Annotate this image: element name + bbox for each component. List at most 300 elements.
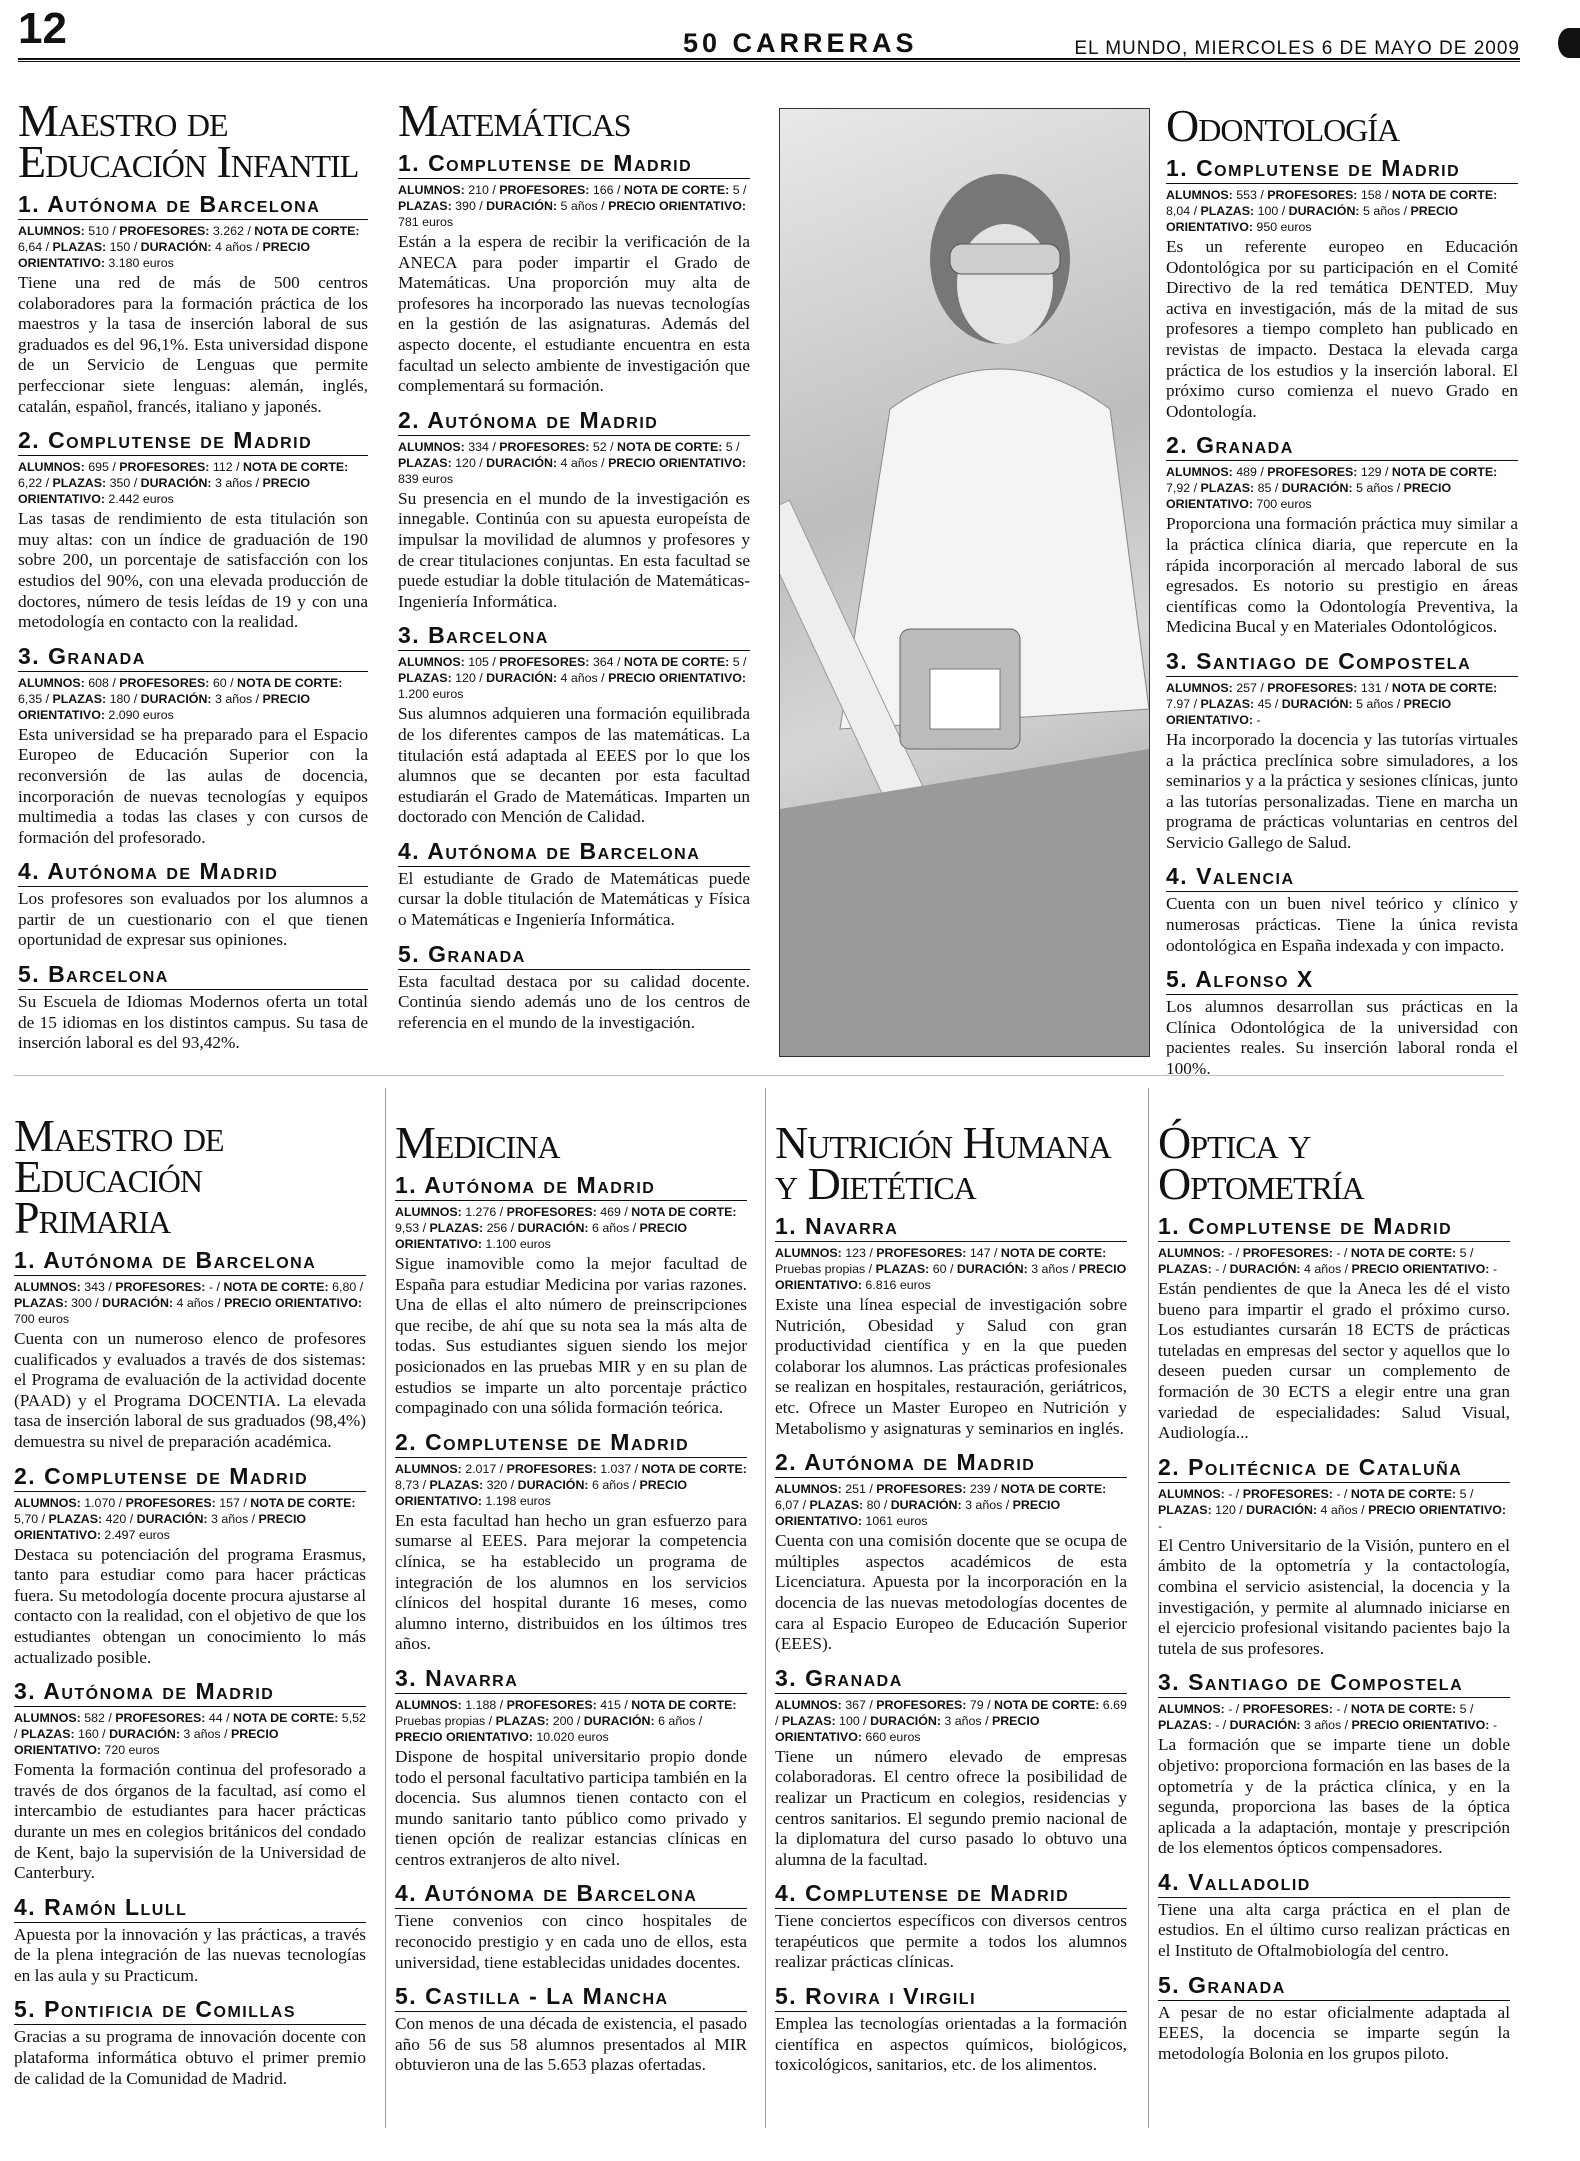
- university-stats: ALUMNOS: 105 / PROFESORES: 364 / NOTA DE CORTE: 5 / PLAZAS: 120 / DURACIÓN: 4 años / PRECIO ORIENTATIVO: 1.200 euros: [398, 655, 747, 702]
- career-block: [18, 95, 368, 1063]
- stat-value-precio: 839 euros: [398, 471, 454, 486]
- stat-value-plazas: 350: [109, 476, 131, 491]
- stat-label-precio: PRECIO ORIENTATIVO:: [395, 1729, 533, 1744]
- stat-label-duracion: DURACIÓN:: [890, 1498, 962, 1513]
- stat-value-precio: 720 euros: [104, 1743, 160, 1758]
- stat-value-nota: 5: [1459, 1702, 1467, 1717]
- university-stats: ALUMNOS: 251 / PROFESORES: 239 / NOTA DE CORTE: 6,07 / PLAZAS: 80 / DURACIÓN: 3 años / PRECIO ORIENTATIVO: 1061 euros: [775, 1482, 1107, 1529]
- stat-label-alumnos: ALUMNOS:: [1166, 188, 1233, 202]
- stat-value-profesores: 44: [208, 1711, 223, 1726]
- university-rank: 3. Autónoma de Madrid: [14, 1677, 366, 1707]
- stat-value-alumnos: 695: [88, 460, 109, 475]
- university-description: Tiene un número elevado de empresas colaboradoras. El centro ofrece la posibilidad de realizar un Practicum en colegios, residencias y centros sanitarios. El segundo premio nacional de la diplomatura del curso pasado lo obtuvo una alumna de la facultad.: [775, 1746, 1127, 1869]
- stat-label-precio: PRECIO ORIENTATIVO:: [1351, 1262, 1490, 1276]
- university-stats: ALUMNOS: 2.017 / PROFESORES: 1.037 / NOTA DE CORTE: 8,73 / PLAZAS: 320 / DURACIÓN: 6 años / PRECIO ORIENTATIVO: 1.198 euros: [395, 1461, 747, 1508]
- stat-value-precio: 781 euros: [398, 215, 454, 229]
- stat-label-duracion: DURACIÓN:: [136, 1511, 208, 1526]
- stat-value-precio: 1061 euros: [865, 1514, 928, 1529]
- university-entry: [1166, 431, 1518, 638]
- university-description: Cuenta con un numeroso elenco de profesores cualificados y evaluados a través de dos sistemas: el Programa de evaluación de la actividad docente (PAAD) y el Programa DOCENTIA. La elevada tasa de inserción laboral de sus graduados (98,4%) demuestra su nivel de preparación académica.: [14, 1329, 366, 1451]
- stat-value-profesores: -: [1336, 1702, 1341, 1717]
- stat-value-plazas: 390: [455, 199, 476, 213]
- stat-label-duracion: DURACIÓN:: [517, 1477, 589, 1492]
- university-stats: ALUMNOS: 1.276 / PROFESORES: 469 / NOTA DE CORTE: 9,53 / PLAZAS: 256 / DURACIÓN: 6 años / PRECIO ORIENTATIVO: 1.100 euros: [395, 1205, 737, 1251]
- stat-value-alumnos: 489: [1236, 465, 1257, 480]
- stat-value-duracion: 6 años: [591, 1477, 630, 1492]
- stat-value-nota: 5: [725, 439, 733, 454]
- university-entry: [395, 1428, 747, 1655]
- stat-value-profesores: 469: [600, 1205, 621, 1219]
- stat-value-plazas: 300: [71, 1296, 92, 1310]
- career-block: [775, 1117, 1127, 2085]
- university-description: Los profesores son evaluados por los alumnos a partir de un cuestionario con el que tienen oportunidad de expresar sus opiniones.: [18, 889, 368, 950]
- university-stats: ALUMNOS: 510 / PROFESORES: 3.262 / NOTA DE CORTE: 6,64 / PLAZAS: 150 / DURACIÓN: 4 años / PRECIO ORIENTATIVO: 3.180 euros: [18, 224, 360, 270]
- stat-label-nota: NOTA DE CORTE:: [1391, 680, 1498, 695]
- stat-value-nota: 5: [1459, 1486, 1467, 1501]
- stat-value-profesores: 415: [600, 1697, 621, 1712]
- university-rank: 1. Complutense de Madrid: [1158, 1212, 1510, 1242]
- stat-value-profesores: 157: [219, 1495, 240, 1510]
- stat-value-plazas: 100: [1257, 204, 1279, 218]
- stat-label-nota: NOTA DE CORTE:: [1391, 188, 1498, 202]
- stat-label-precio: PRECIO ORIENTATIVO:: [395, 1477, 688, 1508]
- stat-label-precio: PRECIO ORIENTATIVO:: [608, 671, 746, 686]
- stat-value-duracion: 5 años: [1356, 696, 1394, 711]
- university-rank: 4. Valladolid: [1158, 1868, 1510, 1898]
- university-description: Existe una línea especial de investigación sobre Nutrición, Obesidad y Salud con gran productividad científica y en la que pueden colaborar los alumnos. Las prácticas profesionales se realizan en hospitales, restauración, geriátricos, etc. Ofrece un Master Europeo en Nutrición y Metabolismo y asignaturas y seminarios en inglés.: [775, 1295, 1127, 1438]
- stat-value-precio: 1.100 euros: [485, 1237, 551, 1251]
- university-stats: ALUMNOS: 1.070 / PROFESORES: 157 / NOTA DE CORTE: 5,70 / PLAZAS: 420 / DURACIÓN: 3 años / PRECIO ORIENTATIVO: 2.497 euros: [14, 1495, 356, 1542]
- stat-label-nota: NOTA DE CORTE:: [242, 460, 349, 475]
- career-title: Odontología: [1166, 100, 1400, 151]
- column-rule: [1148, 1088, 1149, 2128]
- stat-label-profesores: PROFESORES:: [499, 439, 590, 454]
- university-entry: [775, 1982, 1127, 2076]
- stat-label-precio: PRECIO ORIENTATIVO:: [775, 1713, 1040, 1744]
- stat-value-plazas: 120: [1215, 1502, 1236, 1517]
- stat-value-duracion: 3 años: [210, 1511, 249, 1526]
- stat-value-profesores: 147: [969, 1246, 991, 1260]
- career-block: [398, 95, 750, 1042]
- stat-value-plazas: 120: [455, 671, 476, 686]
- stat-value-duracion: 3 años: [965, 1498, 1003, 1513]
- stat-label-precio: PRECIO ORIENTATIVO:: [775, 1262, 1127, 1292]
- career-title: Maestro de Educación Primaria: [14, 1110, 224, 1243]
- stat-label-profesores: PROFESORES:: [1267, 680, 1358, 695]
- university-entry: [775, 1664, 1127, 1871]
- stat-label-alumnos: ALUMNOS:: [775, 1246, 842, 1260]
- stat-value-nota: Pruebas propias: [395, 1713, 486, 1728]
- stat-value-duracion: 4 años: [560, 455, 598, 470]
- university-entry: [395, 1664, 747, 1871]
- stat-label-profesores: PROFESORES:: [1242, 1702, 1333, 1717]
- university-rank: 3. Barcelona: [398, 621, 750, 651]
- stat-label-nota: NOTA DE CORTE:: [994, 1697, 1100, 1712]
- stat-label-alumnos: ALUMNOS:: [398, 183, 465, 197]
- stat-label-alumnos: ALUMNOS:: [1158, 1246, 1225, 1260]
- stat-label-duracion: DURACIÓN:: [486, 199, 558, 213]
- university-entry: [14, 1995, 366, 2089]
- university-description: Cuenta con una comisión docente que se ocupa de múltiples aspectos académicos de esta Licenciatura. Apuesta por la incorporación en la docencia de las nuevas metodologías docentes de cara al Espacio Europeo de Educación Superior (EEES).: [775, 1531, 1127, 1654]
- stat-label-precio: PRECIO ORIENTATIVO:: [1166, 696, 1452, 727]
- stat-value-nota: 8,04: [1166, 204, 1191, 218]
- university-entry: [398, 149, 750, 397]
- university-rank: 2. Complutense de Madrid: [18, 426, 368, 456]
- university-rank: 1. Complutense de Madrid: [1166, 154, 1518, 184]
- stat-label-plazas: PLAZAS:: [1158, 1262, 1212, 1276]
- stat-value-precio: 6.816 euros: [865, 1278, 931, 1292]
- university-rank: 2. Complutense de Madrid: [395, 1428, 747, 1458]
- university-rank: 3. Santiago de Compostela: [1158, 1668, 1510, 1698]
- university-description: El estudiante de Grado de Matemáticas puede cursar la doble titulación de Matemáticas y Física o Matemáticas e Ingeniería Informática.: [398, 868, 750, 930]
- university-entry: [14, 1893, 366, 1987]
- stat-value-alumnos: 608: [88, 675, 109, 690]
- university-entry: [18, 190, 368, 417]
- university-stats: ALUMNOS: 123 / PROFESORES: 147 / NOTA DE CORTE: Pruebas propias / PLAZAS: 60 / DURACIÓN: 3 años / PRECIO ORIENTATIVO: 6.816 euros: [775, 1246, 1127, 1292]
- stat-label-nota: NOTA DE CORTE:: [623, 183, 730, 197]
- stat-value-alumnos: 582: [84, 1711, 105, 1726]
- stat-value-alumnos: 251: [845, 1482, 866, 1497]
- stat-label-duracion: DURACIÓN:: [140, 476, 212, 491]
- career-block: [14, 1110, 366, 2098]
- university-entry: [14, 1246, 366, 1453]
- stat-label-precio: PRECIO ORIENTATIVO:: [18, 691, 311, 722]
- university-entry: [398, 621, 750, 828]
- university-entry: [18, 960, 368, 1054]
- university-description: Es un referente europeo en Educación Odontológica por su participación en el Comité Directivo de la red temática DENTED. Muy activa en investigación, más de la mitad de sus profesores a tiempo completo han publicado en revistas de impacto. Destaca la elevada carga práctica de los estudios y la inserción laboral. El próximo curso comienza el nuevo Grado en Odontología.: [1166, 237, 1518, 421]
- stat-value-duracion: 5 años: [1362, 204, 1401, 218]
- stat-value-duracion: 4 años: [1303, 1262, 1342, 1276]
- stat-label-profesores: PROFESORES:: [1242, 1246, 1333, 1260]
- stat-value-alumnos: 334: [468, 439, 489, 454]
- stat-value-duracion: 6 años: [658, 1713, 696, 1728]
- career-title: Nutrición Humana y Dietética: [775, 1117, 1111, 1209]
- university-stats: ALUMNOS: 608 / PROFESORES: 60 / NOTA DE CORTE: 6,35 / PLAZAS: 180 / DURACIÓN: 3 años / PRECIO ORIENTATIVO: 2.090 euros: [18, 675, 343, 722]
- stat-value-duracion: 3 años: [214, 476, 253, 491]
- university-rank: 2. Autónoma de Madrid: [398, 406, 750, 436]
- stat-label-plazas: PLAZAS:: [1200, 481, 1255, 496]
- stat-label-profesores: PROFESORES:: [506, 1461, 597, 1476]
- stat-label-alumnos: ALUMNOS:: [1158, 1486, 1225, 1501]
- stat-label-alumnos: ALUMNOS:: [1158, 1702, 1225, 1717]
- stat-value-profesores: 112: [212, 460, 233, 475]
- university-description: Están pendientes de que la Aneca les dé el visto bueno para impartir el grado el próximo curso. Los estudiantes cursarán 18 ECTS de prácticas tuteladas en empresas del sector y aquellos que lo deseen pueden cursar un complemento de formación de 30 ECTS a elegir entre una gran variedad de especialidades: Salud Visual, Audiología...: [1158, 1279, 1510, 1443]
- stat-label-nota: NOTA DE CORTE:: [237, 675, 343, 690]
- university-entry: [1166, 965, 1518, 1079]
- university-description: Destaca su potenciación del programa Erasmus, tanto para estudiar como para hacer prácticas fuera. Su metodología docente procura ajustarse al contacto con la realidad, con el objetivo de que los estudiantes obtengan un conocimiento lo más actualizado posible.: [14, 1544, 366, 1667]
- university-rank: 4. Complutense de Madrid: [775, 1879, 1127, 1909]
- university-description: Sigue inamovible como la mejor facultad de España para estudiar Medicina por varias razones. Una de ellas el alto número de preinscripciones que recibe, de ahí que su nota sea la más alta de todas. Sus estudiantes siguen siendo los mejor posicionados en las pruebas MIR y en su plan de estudios se imparte un alto porcentaje práctico compaginado con una sólida formación teórica.: [395, 1254, 747, 1418]
- stat-label-profesores: PROFESORES:: [1267, 188, 1358, 202]
- stat-value-alumnos: -: [1228, 1702, 1233, 1717]
- stat-value-plazas: 200: [552, 1713, 574, 1728]
- stat-value-profesores: 60: [212, 675, 227, 690]
- stat-value-profesores: 52: [592, 439, 607, 454]
- stat-label-duracion: DURACIÓN:: [583, 1713, 655, 1728]
- stat-value-profesores: -: [208, 1280, 214, 1294]
- stat-label-profesores: PROFESORES:: [499, 183, 590, 197]
- stat-value-nota: 5: [732, 183, 740, 197]
- stat-label-plazas: PLAZAS:: [809, 1498, 864, 1513]
- stat-label-plazas: PLAZAS:: [495, 1713, 550, 1728]
- stat-label-nota: NOTA DE CORTE:: [631, 1697, 737, 1712]
- stat-value-alumnos: 257: [1236, 680, 1257, 695]
- stat-value-alumnos: 343: [84, 1280, 105, 1294]
- stat-label-alumnos: ALUMNOS:: [18, 675, 85, 690]
- university-description: A pesar de no estar oficialmente adaptada al EEES, la docencia se imparte según la metodología Bolonia en los grupos piloto.: [1158, 2002, 1510, 2063]
- university-stats: ALUMNOS: 210 / PROFESORES: 166 / NOTA DE CORTE: 5 / PLAZAS: 390 / DURACIÓN: 5 años / PRECIO ORIENTATIVO: 781 euros: [398, 183, 747, 229]
- university-entry: [18, 857, 368, 951]
- stat-value-nota: 6,22: [18, 476, 43, 491]
- stat-value-duracion: 3 años: [214, 691, 253, 706]
- stat-value-precio: -: [1256, 712, 1261, 727]
- stat-label-duracion: DURACIÓN:: [517, 1221, 589, 1235]
- stat-label-precio: PRECIO ORIENTATIVO:: [395, 1221, 688, 1251]
- stat-label-precio: PRECIO ORIENTATIVO:: [608, 455, 746, 470]
- university-entry: [14, 1677, 366, 1884]
- stat-label-duracion: DURACIÓN:: [109, 1727, 180, 1742]
- stat-value-duracion: 4 años: [560, 671, 598, 686]
- stat-label-duracion: DURACIÓN:: [1281, 696, 1353, 711]
- university-stats: ALUMNOS: 257 / PROFESORES: 131 / NOTA DE CORTE: 7.97 / PLAZAS: 45 / DURACIÓN: 5 años / PRECIO ORIENTATIVO: -: [1166, 680, 1498, 727]
- stat-label-duracion: DURACIÓN:: [1288, 204, 1360, 218]
- stat-value-nota: 6,80: [332, 1280, 357, 1294]
- stat-label-precio: PRECIO ORIENTATIVO:: [1351, 1718, 1490, 1733]
- stat-value-alumnos: 1.188: [465, 1697, 497, 1712]
- stat-label-alumnos: ALUMNOS:: [14, 1711, 81, 1726]
- university-entry: [398, 837, 750, 931]
- stat-label-alumnos: ALUMNOS:: [775, 1697, 842, 1712]
- lab-student-photo-icon: [780, 109, 1149, 1056]
- stat-label-duracion: DURACIÓN:: [140, 240, 212, 254]
- university-entry: [395, 1982, 747, 2076]
- university-description: Los alumnos desarrollan sus prácticas en la Clínica Odontológica de la universidad con pacientes reales. Su inserción laboral ronda el 100%.: [1166, 997, 1518, 1079]
- stat-value-precio: 3.180 euros: [108, 256, 174, 270]
- university-description: Emplea las tecnologías orientadas a la formación científica en aspectos químicos, biológicos, toxicológicos, sanitarios, etc. de los alimentos.: [775, 2014, 1127, 2075]
- stat-label-nota: NOTA DE CORTE:: [631, 1205, 737, 1219]
- stat-label-alumnos: ALUMNOS:: [1166, 680, 1233, 695]
- stat-value-alumnos: 2.017: [465, 1461, 497, 1476]
- university-description: Su Escuela de Idiomas Modernos oferta un total de 15 idiomas en los distintos campus. Su tasa de inserción laboral es del 93,42%.: [18, 992, 368, 1053]
- stat-label-nota: NOTA DE CORTE:: [1000, 1246, 1107, 1260]
- stat-label-alumnos: ALUMNOS:: [395, 1461, 462, 1476]
- university-entry: [1158, 1212, 1510, 1444]
- stat-value-nota: 6,35: [18, 691, 43, 706]
- stat-label-nota: NOTA DE CORTE:: [1350, 1702, 1457, 1717]
- stat-label-profesores: PROFESORES:: [506, 1697, 597, 1712]
- stat-value-precio: 2.442 euros: [108, 492, 174, 507]
- stat-value-profesores: 129: [1360, 465, 1382, 480]
- stat-value-alumnos: -: [1228, 1246, 1233, 1260]
- career-block: [395, 1117, 747, 2085]
- university-rank: 4. Ramón Llull: [14, 1893, 366, 1923]
- stat-value-alumnos: 123: [845, 1246, 866, 1260]
- university-description: Tiene conciertos específicos con diversos centros terapéuticos que permite a todos los alumnos realizar prácticas clínicas.: [775, 1911, 1127, 1972]
- university-rank: 1. Autónoma de Madrid: [395, 1171, 747, 1201]
- publication-date: EL MUNDO, MIERCOLES 6 DE MAYO DE 2009: [1074, 38, 1520, 59]
- university-stats: ALUMNOS: 695 / PROFESORES: 112 / NOTA DE CORTE: 6,22 / PLAZAS: 350 / DURACIÓN: 3 años / PRECIO ORIENTATIVO: 2.442 euros: [18, 460, 349, 507]
- stat-label-alumnos: ALUMNOS:: [775, 1482, 842, 1497]
- stat-value-nota: 6,64: [18, 240, 43, 254]
- university-rank: 5. Barcelona: [18, 960, 368, 990]
- stat-label-nota: NOTA DE CORTE:: [1000, 1482, 1107, 1497]
- header-rule: [18, 61, 1520, 62]
- university-rank: 1. Autónoma de Barcelona: [18, 190, 368, 220]
- university-description: Esta facultad destaca por su calidad docente. Continúa siendo además uno de los centros de referencia en el mundo de la investigación.: [398, 971, 750, 1032]
- stat-value-plazas: 150: [109, 240, 131, 254]
- university-description: Las tasas de rendimiento de esta titulación son muy altas: con un índice de graduación de 190 sobre 200, un porcentaje de satisfacción con los estudios del 90%, con una elevada producción de doctores, número de tesis leídas de 19 y con una metodología en contacto con la realidad.: [18, 509, 368, 632]
- stat-label-duracion: DURACIÓN:: [486, 455, 558, 470]
- stat-value-plazas: 120: [455, 455, 476, 470]
- university-entry: [1158, 1453, 1510, 1660]
- stat-label-profesores: PROFESORES:: [119, 675, 210, 690]
- stat-label-plazas: PLAZAS:: [20, 1727, 75, 1742]
- stat-label-nota: NOTA DE CORTE:: [623, 655, 730, 670]
- university-stats: ALUMNOS: 367 / PROFESORES: 79 / NOTA DE CORTE: 6.69 / PLAZAS: 100 / DURACIÓN: 3 años / PRECIO ORIENTATIVO: 660 euros: [775, 1697, 1127, 1744]
- stat-label-alumnos: ALUMNOS:: [1166, 465, 1233, 480]
- university-rank: 4. Autónoma de Madrid: [18, 857, 368, 887]
- university-description: En esta facultad han hecho un gran esfuerzo para sumarse al EEES. Para mejorar la competencia clínica, se ha establecido un programa de integración de los alumnos en los servicios clínicos del hospital durante 16 meses, como alumno interno, distribuidos en los últimos tres años.: [395, 1510, 747, 1654]
- stat-label-precio: PRECIO ORIENTATIVO:: [18, 240, 311, 270]
- university-rank: 1. Autónoma de Barcelona: [14, 1246, 366, 1276]
- university-stats: ALUMNOS: 343 / PROFESORES: - / NOTA DE CORTE: 6,80 / PLAZAS: 300 / DURACIÓN: 4 años / PRECIO ORIENTATIVO: 700 euros: [14, 1280, 364, 1326]
- university-stats: ALUMNOS: 334 / PROFESORES: 52 / NOTA DE CORTE: 5 / PLAZAS: 120 / DURACIÓN: 4 años / PRECIO ORIENTATIVO: 839 euros: [398, 439, 746, 486]
- university-rank: 2. Granada: [1166, 431, 1518, 461]
- stat-value-duracion: 4 años: [214, 240, 253, 254]
- stat-label-plazas: PLAZAS:: [875, 1262, 930, 1276]
- stat-value-plazas: 256: [486, 1221, 508, 1235]
- stat-label-nota: NOTA DE CORTE:: [1391, 465, 1498, 480]
- stat-label-duracion: DURACIÓN:: [102, 1296, 174, 1310]
- stat-value-alumnos: 1.070: [84, 1495, 116, 1510]
- university-rank: 3. Santiago de Compostela: [1166, 647, 1518, 677]
- stat-value-precio: -: [1492, 1262, 1498, 1276]
- stat-value-precio: 660 euros: [865, 1729, 921, 1744]
- university-description: Apuesta por la innovación y las prácticas, a través de la plena integración de las nuevas tecnologías en las aula y su Practicum.: [14, 1924, 366, 1985]
- stat-label-plazas: PLAZAS:: [398, 671, 452, 686]
- university-rank: 2. Complutense de Madrid: [14, 1462, 366, 1492]
- university-entry: [395, 1879, 747, 1973]
- university-entry: [775, 1448, 1127, 1655]
- university-entry: [1158, 1971, 1510, 2065]
- stat-label-plazas: PLAZAS:: [429, 1221, 484, 1235]
- university-entry: [18, 642, 368, 849]
- stat-value-alumnos: 367: [845, 1697, 866, 1712]
- stat-value-nota: 7.97: [1166, 696, 1191, 711]
- stat-value-precio: 950 euros: [1256, 220, 1312, 234]
- stat-value-duracion: 3 años: [944, 1713, 982, 1728]
- university-entry: [18, 426, 368, 633]
- stat-label-duracion: DURACIÓN:: [870, 1713, 941, 1728]
- stat-value-precio: 2.090 euros: [108, 707, 174, 722]
- stat-label-precio: PRECIO ORIENTATIVO:: [14, 1727, 279, 1758]
- stat-value-duracion: 5 años: [1356, 481, 1394, 496]
- lab-student-photo: [779, 108, 1150, 1057]
- stat-value-precio: -: [1158, 1518, 1163, 1533]
- stat-label-nota: NOTA DE CORTE:: [641, 1461, 747, 1476]
- university-entry: [398, 406, 750, 613]
- stat-value-profesores: 131: [1360, 680, 1382, 695]
- stat-label-profesores: PROFESORES:: [506, 1205, 597, 1219]
- university-description: El Centro Universitario de la Visión, puntero en el ámbito de la optometría y la contactología, combina el servicio asistencial, la docencia y la investigación, y permite al alumnado iniciarse en el ejercicio profesional visitando pacientes bajo la tutela de sus profesores.: [1158, 1535, 1510, 1658]
- stat-label-plazas: PLAZAS:: [1158, 1718, 1212, 1733]
- stat-value-nota: 9,53: [395, 1221, 420, 1235]
- stat-value-alumnos: 510: [88, 224, 109, 238]
- stat-label-alumnos: ALUMNOS:: [18, 224, 85, 238]
- university-entry: [398, 940, 750, 1034]
- stat-value-profesores: 239: [969, 1482, 991, 1497]
- career-title: Matemáticas: [398, 95, 631, 146]
- university-rank: 1. Navarra: [775, 1212, 1127, 1242]
- university-stats: ALUMNOS: 1.188 / PROFESORES: 415 / NOTA DE CORTE: Pruebas propias / PLAZAS: 200 / DURACIÓN: 6 años / PRECIO ORIENTATIVO: 10.020 euros: [395, 1697, 737, 1744]
- university-entry: [1158, 1868, 1510, 1962]
- university-description: Tiene una red de más de 500 centros colaboradores para la formación práctica de los maestros y la tasa de inserción laboral de sus graduados es del 96,1%. Esta universidad dispone de un Servicio de Lenguas que permite perfeccionar siete lenguas: alemán, inglés, catalán, español, francés, italiano y japonés.: [18, 273, 368, 416]
- column-rule: [765, 1088, 766, 2128]
- stat-value-alumnos: 105: [468, 655, 489, 670]
- stat-value-profesores: 3.262: [212, 224, 244, 238]
- stat-label-nota: NOTA DE CORTE:: [250, 1495, 356, 1510]
- stat-value-alumnos: -: [1228, 1486, 1233, 1501]
- stat-label-duracion: DURACIÓN:: [1246, 1502, 1318, 1517]
- career-title: Maestro de Educación Infantil: [18, 95, 359, 187]
- university-rank: 3. Granada: [18, 642, 368, 672]
- university-description: Ha incorporado la docencia y las tutorías virtuales a la práctica preclínica sobre simuladores, a los seminarios y a la práctica y sesiones clínicas, junto a las tutorías personalizadas. Tiene en marcha un programa de prácticas voluntarias en centros del Servicio Gallego de Salud.: [1166, 729, 1518, 852]
- page-number: 12: [18, 4, 67, 53]
- stat-value-plazas: 320: [486, 1477, 508, 1492]
- university-entry: [775, 1879, 1127, 1973]
- stat-label-alumnos: ALUMNOS:: [398, 655, 465, 670]
- stat-value-duracion: 3 años: [183, 1727, 221, 1742]
- university-rank: 4. Autónoma de Barcelona: [398, 837, 750, 867]
- stat-value-precio: -: [1492, 1718, 1498, 1733]
- stat-value-nota: 5: [732, 655, 740, 670]
- stat-value-duracion: 6 años: [591, 1221, 630, 1235]
- stat-label-precio: PRECIO ORIENTATIVO:: [1166, 481, 1452, 512]
- stat-value-plazas: 160: [78, 1727, 99, 1742]
- university-entry: [1166, 647, 1518, 854]
- university-description: Dispone de hospital universitario propio donde todo el personal facultativo participa también en la docencia. Sus alumnos tienen contacto con el mundo sanitario tanto público como privado y tienen opción de realizar estancias clínicas en centros extranjeros de alto nivel.: [395, 1746, 747, 1869]
- stat-label-precio: PRECIO ORIENTATIVO:: [224, 1296, 362, 1310]
- stat-label-precio: PRECIO ORIENTATIVO:: [775, 1498, 1061, 1529]
- stat-value-plazas: 85: [1257, 481, 1272, 496]
- stat-label-profesores: PROFESORES:: [876, 1482, 967, 1497]
- university-entry: [395, 1171, 747, 1419]
- stat-value-profesores: 364: [592, 655, 614, 670]
- stat-label-profesores: PROFESORES:: [115, 1711, 206, 1726]
- stat-value-profesores: 1.037: [600, 1461, 632, 1476]
- stat-label-plazas: PLAZAS:: [52, 240, 107, 254]
- stat-value-nota: 8,73: [395, 1477, 420, 1492]
- stat-value-precio: 1.198 euros: [485, 1493, 551, 1508]
- university-description: Tiene convenios con cinco hospitales de reconocido prestigio y en cada uno de ellos, esta universidad, tiene establecidas unidades docentes.: [395, 1911, 747, 1972]
- stat-label-nota: NOTA DE CORTE:: [254, 224, 360, 238]
- stat-label-nota: NOTA DE CORTE:: [233, 1711, 339, 1726]
- stat-label-duracion: DURACIÓN:: [1229, 1718, 1301, 1733]
- page-header: [18, 4, 1520, 60]
- stat-label-profesores: PROFESORES:: [499, 655, 590, 670]
- university-entry: [14, 1462, 366, 1669]
- stat-label-plazas: PLAZAS:: [52, 691, 107, 706]
- stat-value-precio: 700 euros: [1256, 497, 1312, 512]
- stat-value-plazas: 80: [866, 1498, 881, 1513]
- stat-value-nota: 7,92: [1166, 481, 1191, 496]
- university-stats: ALUMNOS: - / PROFESORES: - / NOTA DE CORTE: 5 / PLAZAS: - / DURACIÓN: 4 años / PRECIO ORIENTATIVO: -: [1158, 1246, 1498, 1276]
- university-description: Están a la espera de recibir la verificación de la ANECA para poder impartir el Grado de Matemáticas. Una proporción muy alta de profesores ha incorporado las nuevas tecnologías en la gestión de las asignaturas. Además del aspecto docente, el estudiante encuentra en esta facultad un selecto ambiente de investigación que complementará su formación.: [398, 232, 750, 396]
- university-description: Cuenta con un buen nivel teórico y clínico y numerosas prácticas. Tiene la única revista odontológica en España indexada y con impacto.: [1166, 894, 1518, 955]
- stat-label-plazas: PLAZAS:: [1200, 204, 1255, 218]
- stat-value-precio: 2.497 euros: [104, 1527, 170, 1542]
- university-description: Sus alumnos adquieren una formación equilibrada de los diferentes campos de las matemáticas. La titulación está adaptada al EEES por lo que los alumnos que se decanten por esta facultad estudiarán el Grado de Matemáticas. Imparten un doctorado con Mención de Calidad.: [398, 704, 750, 827]
